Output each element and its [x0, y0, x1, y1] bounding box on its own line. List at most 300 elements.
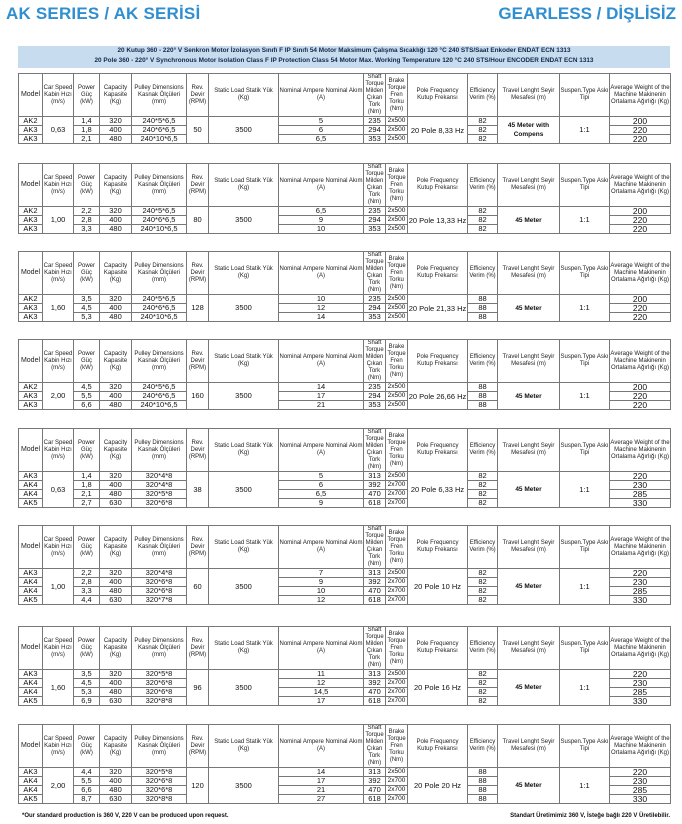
header-capacity: Capacity Kapasite (Kg) — [100, 340, 132, 383]
spec-line-tr: 20 Kutup 360 - 220° V Senkron Motor İzolasyon Sınıfı F IP Sınıfı 54 Motor Maksimum Çalışma Sıcaklığı 120 °C 240 STS/Saat Enkoder ENDAT ECN 1313 — [117, 47, 571, 54]
header-power: Power Güç (kW) — [74, 252, 100, 295]
cell-brake-torque: 2x700 — [386, 697, 408, 706]
cell-ampere: 9 — [279, 499, 364, 508]
cell-suspension: 1:1 — [560, 207, 610, 234]
header-brake: Brake Torque Fren Torku (Nm) — [386, 627, 408, 670]
cell-pulley: 320*6*8 — [132, 578, 187, 587]
header-speed: Car Speed Kabin Hızı (m/s) — [43, 627, 74, 670]
header-capacity: Capacity Kapasite (Kg) — [100, 164, 132, 207]
header-brake: Brake Torque Fren Torku (Nm) — [386, 252, 408, 295]
cell-power: 1,8 — [74, 481, 100, 490]
header-static: Static Load Statik Yük (Kg) — [209, 252, 279, 295]
table-row — [19, 207, 671, 216]
cell-capacity: 480 — [100, 688, 132, 697]
cell-ampere: 6,5 — [279, 135, 364, 144]
cell-weight: 220 — [610, 225, 671, 234]
cell-brake-torque: 2x700 — [386, 481, 408, 490]
cell-weight: 220 — [610, 135, 671, 144]
cell-shaft-torque: 618 — [364, 795, 386, 804]
cell-rev: 120 — [187, 768, 209, 804]
cell-model: AK3 — [19, 670, 43, 679]
cell-power: 6,6 — [74, 786, 100, 795]
header-travel: Travel Lenght Seyir Mesafesi (m) — [498, 340, 560, 383]
cell-weight: 330 — [610, 596, 671, 605]
cell-suspension: 1:1 — [560, 472, 610, 508]
cell-brake-torque: 2x700 — [386, 578, 408, 587]
header-rev: Rev. Devir (RPM) — [187, 164, 209, 207]
cell-efficiency: 82 — [468, 587, 498, 596]
cell-power: 5,5 — [74, 777, 100, 786]
header-static: Static Load Statik Yük (Kg) — [209, 429, 279, 472]
cell-travel: 45 Meter — [498, 472, 560, 508]
cell-shaft-torque: 470 — [364, 490, 386, 499]
cell-capacity: 480 — [100, 786, 132, 795]
cell-model: AK3 — [19, 304, 43, 313]
cell-pulley: 320*6*8 — [132, 777, 187, 786]
category-title: GEARLESS / DİŞLİSİZ — [498, 4, 676, 23]
cell-efficiency: 88 — [468, 786, 498, 795]
cell-pole-frequency: 20 Pole 20 Hz — [408, 768, 468, 804]
cell-shaft-torque: 235 — [364, 207, 386, 216]
cell-capacity: 320 — [100, 569, 132, 578]
cell-suspension: 1:1 — [560, 569, 610, 605]
cell-capacity: 480 — [100, 401, 132, 410]
cell-shaft-torque: 235 — [364, 295, 386, 304]
cell-weight: 285 — [610, 587, 671, 596]
cell-model: AK4 — [19, 481, 43, 490]
header-model: Model — [19, 627, 43, 670]
header-weight: Average Weight of the Machine Makinenin Ortalama Ağırlığı (Kg) — [610, 627, 671, 670]
header-pole: Pole Frequency Kutup Frekansı — [408, 252, 468, 295]
header-susp: Suspen.Type Askı Tipi — [560, 526, 610, 569]
cell-pulley: 240*5*6,5 — [132, 207, 187, 216]
cell-power: 5,3 — [74, 688, 100, 697]
cell-pulley: 320*4*8 — [132, 472, 187, 481]
cell-rev: 50 — [187, 117, 209, 144]
cell-capacity: 630 — [100, 499, 132, 508]
cell-weight: 220 — [610, 670, 671, 679]
header-model: Model — [19, 252, 43, 295]
cell-model: AK4 — [19, 578, 43, 587]
header-pole: Pole Frequency Kutup Frekansı — [408, 429, 468, 472]
cell-capacity: 400 — [100, 679, 132, 688]
cell-capacity: 320 — [100, 207, 132, 216]
cell-model: AK4 — [19, 688, 43, 697]
cell-weight: 285 — [610, 490, 671, 499]
cell-pulley: 320*6*8 — [132, 786, 187, 795]
cell-power: 4,5 — [74, 679, 100, 688]
cell-model: AK3 — [19, 313, 43, 322]
header-pulley: Pulley Dimensions Kasnak Ölçüleri (mm) — [132, 164, 187, 207]
cell-brake-torque: 2x500 — [386, 383, 408, 392]
cell-capacity: 320 — [100, 117, 132, 126]
cell-model: AK3 — [19, 401, 43, 410]
header-pulley: Pulley Dimensions Kasnak Ölçüleri (mm) — [132, 429, 187, 472]
cell-power: 2,1 — [74, 135, 100, 144]
table-row — [19, 472, 671, 481]
cell-ampere: 11 — [279, 670, 364, 679]
header-brake: Brake Torque Fren Torku (Nm) — [386, 340, 408, 383]
cell-ampere: 14 — [279, 383, 364, 392]
cell-weight: 230 — [610, 578, 671, 587]
header-weight: Average Weight of the Machine Makinenin Ortalama Ağırlığı (Kg) — [610, 340, 671, 383]
spec-table — [18, 724, 671, 804]
header-speed: Car Speed Kabin Hızı (m/s) — [43, 340, 74, 383]
cell-static: 3500 — [209, 295, 279, 322]
cell-pulley: 240*5*6,5 — [132, 295, 187, 304]
table-row — [19, 670, 671, 679]
cell-ampere: 17 — [279, 777, 364, 786]
cell-ampere: 6 — [279, 126, 364, 135]
header-capacity: Capacity Kapasite (Kg) — [100, 429, 132, 472]
cell-power: 3,3 — [74, 225, 100, 234]
cell-shaft-torque: 392 — [364, 481, 386, 490]
cell-weight: 200 — [610, 117, 671, 126]
cell-efficiency: 88 — [468, 777, 498, 786]
cell-suspension: 1:1 — [560, 295, 610, 322]
cell-travel: 45 Meter — [498, 207, 560, 234]
cell-brake-torque: 2x700 — [386, 587, 408, 596]
cell-power: 3,3 — [74, 587, 100, 596]
header-susp: Suspen.Type Askı Tipi — [560, 627, 610, 670]
cell-shaft-torque: 618 — [364, 697, 386, 706]
cell-model: AK5 — [19, 697, 43, 706]
header-travel: Travel Lenght Seyir Mesafesi (m) — [498, 74, 560, 117]
header-speed: Car Speed Kabin Hızı (m/s) — [43, 252, 74, 295]
header-pulley: Pulley Dimensions Kasnak Ölçüleri (mm) — [132, 725, 187, 768]
cell-efficiency: 82 — [468, 697, 498, 706]
header-rev: Rev. Devir (RPM) — [187, 526, 209, 569]
cell-shaft-torque: 235 — [364, 383, 386, 392]
cell-capacity: 400 — [100, 578, 132, 587]
header-power: Power Güç (kW) — [74, 340, 100, 383]
cell-model: AK3 — [19, 768, 43, 777]
cell-shaft-torque: 353 — [364, 225, 386, 234]
cell-pulley: 320*5*8 — [132, 490, 187, 499]
cell-brake-torque: 2x700 — [386, 795, 408, 804]
header-susp: Suspen.Type Askı Tipi — [560, 340, 610, 383]
header-static: Static Load Statik Yük (Kg) — [209, 526, 279, 569]
cell-brake-torque: 2x500 — [386, 768, 408, 777]
header-weight: Average Weight of the Machine Makinenin Ortalama Ağırlığı (Kg) — [610, 725, 671, 768]
cell-model: AK5 — [19, 499, 43, 508]
cell-weight: 220 — [610, 768, 671, 777]
cell-brake-torque: 2x500 — [386, 401, 408, 410]
cell-capacity: 480 — [100, 587, 132, 596]
header-speed: Car Speed Kabin Hızı (m/s) — [43, 429, 74, 472]
cell-weight: 330 — [610, 795, 671, 804]
header-eff: Efficiency Verim (%) — [468, 429, 498, 472]
cell-model: AK3 — [19, 126, 43, 135]
cell-weight: 220 — [610, 401, 671, 410]
cell-shaft-torque: 353 — [364, 313, 386, 322]
header-static: Static Load Statik Yük (Kg) — [209, 725, 279, 768]
cell-shaft-torque: 353 — [364, 135, 386, 144]
cell-speed: 1,00 — [43, 207, 74, 234]
cell-brake-torque: 2x700 — [386, 777, 408, 786]
cell-capacity: 630 — [100, 596, 132, 605]
footnote-tr: Standart Üretimimiz 360 V, İsteğe bağlı 220 V Üretilebilir. — [510, 813, 670, 819]
cell-speed: 1,60 — [43, 295, 74, 322]
cell-model: AK4 — [19, 786, 43, 795]
series-title: AK SERIES / AK SERİSİ — [6, 4, 201, 23]
header-brake: Brake Torque Fren Torku (Nm) — [386, 526, 408, 569]
cell-brake-torque: 2x500 — [386, 313, 408, 322]
cell-static: 3500 — [209, 670, 279, 706]
spec-table — [18, 525, 671, 605]
header-capacity: Capacity Kapasite (Kg) — [100, 74, 132, 117]
cell-brake-torque: 2x500 — [386, 126, 408, 135]
cell-rev: 128 — [187, 295, 209, 322]
spec-table — [18, 73, 671, 144]
header-eff: Efficiency Verim (%) — [468, 164, 498, 207]
cell-brake-torque: 2x500 — [386, 216, 408, 225]
cell-rev: 38 — [187, 472, 209, 508]
cell-efficiency: 88 — [468, 401, 498, 410]
cell-model: AK2 — [19, 295, 43, 304]
header-capacity: Capacity Kapasite (Kg) — [100, 627, 132, 670]
cell-suspension: 1:1 — [560, 768, 610, 804]
header-pole: Pole Frequency Kutup Frekansı — [408, 164, 468, 207]
cell-pulley: 320*4*8 — [132, 481, 187, 490]
cell-efficiency: 82 — [468, 472, 498, 481]
header-weight: Average Weight of the Machine Makinenin Ortalama Ağırlığı (Kg) — [610, 74, 671, 117]
cell-speed: 0,63 — [43, 472, 74, 508]
cell-pulley: 320*8*8 — [132, 697, 187, 706]
table-row — [19, 117, 671, 126]
header-travel: Travel Lenght Seyir Mesafesi (m) — [498, 429, 560, 472]
cell-rev: 80 — [187, 207, 209, 234]
cell-brake-torque: 2x500 — [386, 117, 408, 126]
cell-pole-frequency: 20 Pole 13,33 Hz — [408, 207, 468, 234]
cell-power: 2,8 — [74, 578, 100, 587]
header-capacity: Capacity Kapasite (Kg) — [100, 526, 132, 569]
cell-shaft-torque: 235 — [364, 117, 386, 126]
cell-ampere: 21 — [279, 786, 364, 795]
cell-capacity: 480 — [100, 490, 132, 499]
header-capacity: Capacity Kapasite (Kg) — [100, 252, 132, 295]
cell-pulley: 240*5*6,5 — [132, 117, 187, 126]
header-rev: Rev. Devir (RPM) — [187, 725, 209, 768]
header-speed: Car Speed Kabin Hızı (m/s) — [43, 725, 74, 768]
header-ampere: Nominal Ampere Nominal Akım (A) — [279, 74, 364, 117]
cell-power: 6,6 — [74, 401, 100, 410]
cell-shaft-torque: 313 — [364, 472, 386, 481]
table-row — [19, 383, 671, 392]
cell-power: 6,9 — [74, 697, 100, 706]
cell-power: 4,4 — [74, 768, 100, 777]
cell-efficiency: 82 — [468, 481, 498, 490]
cell-capacity: 320 — [100, 670, 132, 679]
cell-efficiency: 82 — [468, 596, 498, 605]
cell-brake-torque: 2x700 — [386, 786, 408, 795]
cell-ampere: 6,5 — [279, 490, 364, 499]
cell-speed: 1,00 — [43, 569, 74, 605]
header-power: Power Güç (kW) — [74, 725, 100, 768]
cell-pulley: 320*7*8 — [132, 596, 187, 605]
cell-ampere: 6,5 — [279, 207, 364, 216]
header-pole: Pole Frequency Kutup Frekansı — [408, 627, 468, 670]
cell-capacity: 400 — [100, 777, 132, 786]
cell-travel: 45 Meter — [498, 670, 560, 706]
cell-capacity: 480 — [100, 313, 132, 322]
cell-shaft-torque: 294 — [364, 304, 386, 313]
cell-brake-torque: 2x500 — [386, 392, 408, 401]
cell-power: 2,1 — [74, 490, 100, 499]
cell-travel: 45 Meter with Compens — [498, 117, 560, 144]
cell-capacity: 320 — [100, 295, 132, 304]
header-pole: Pole Frequency Kutup Frekansı — [408, 725, 468, 768]
cell-ampere: 21 — [279, 401, 364, 410]
cell-efficiency: 88 — [468, 383, 498, 392]
cell-pulley: 320*6*8 — [132, 499, 187, 508]
cell-rev: 60 — [187, 569, 209, 605]
cell-capacity: 320 — [100, 383, 132, 392]
cell-efficiency: 82 — [468, 569, 498, 578]
cell-power: 4,4 — [74, 596, 100, 605]
header-shaft: Shaft Torque Milden Çıkan Tork (Nm) — [365, 74, 384, 115]
header-capacity: Capacity Kapasite (Kg) — [100, 725, 132, 768]
cell-power: 2,8 — [74, 216, 100, 225]
header-rev: Rev. Devir (RPM) — [187, 429, 209, 472]
cell-pulley: 320*6*8 — [132, 587, 187, 596]
spec-line-en: 20 Pole 360 - 220° V Synchronous Motor Isolation Class F IP Protection Class 54 Motor Max. Working Temperature 120 °C 240 STS/Hour ENCODER ENDAT ECN 1313 — [94, 57, 594, 64]
cell-model: AK4 — [19, 490, 43, 499]
cell-capacity: 630 — [100, 697, 132, 706]
header-static: Static Load Statik Yük (Kg) — [209, 164, 279, 207]
cell-rev: 96 — [187, 670, 209, 706]
cell-weight: 220 — [610, 313, 671, 322]
header-shaft: Shaft Torque Milden Çıkan Tork (Nm) — [365, 725, 384, 766]
cell-power: 4,5 — [74, 383, 100, 392]
header-susp: Suspen.Type Askı Tipi — [560, 252, 610, 295]
table-row — [19, 569, 671, 578]
header-shaft: Shaft Torque Milden Çıkan Tork (Nm) — [365, 340, 384, 381]
header-model: Model — [19, 725, 43, 768]
header-shaft: Shaft Torque Milden Çıkan Tork (Nm) — [365, 526, 384, 567]
header-eff: Efficiency Verim (%) — [468, 627, 498, 670]
cell-power: 5,3 — [74, 313, 100, 322]
header-ampere: Nominal Ampere Nominal Akım (A) — [279, 164, 364, 207]
cell-pole-frequency: 20 Pole 21,33 Hz — [408, 295, 468, 322]
cell-pole-frequency: 20 Pole 26,66 Hz — [408, 383, 468, 410]
cell-pulley: 320*5*8 — [132, 768, 187, 777]
cell-shaft-torque: 313 — [364, 569, 386, 578]
cell-weight: 230 — [610, 777, 671, 786]
header-ampere: Nominal Ampere Nominal Akım (A) — [279, 526, 364, 569]
header-power: Power Güç (kW) — [74, 429, 100, 472]
footnote-en: *Our standard production is 360 V, 220 V can be produced upon request. — [22, 813, 229, 819]
cell-shaft-torque: 392 — [364, 578, 386, 587]
cell-ampere: 5 — [279, 472, 364, 481]
header-pole: Pole Frequency Kutup Frekansı — [408, 74, 468, 117]
header-model: Model — [19, 340, 43, 383]
cell-rev: 160 — [187, 383, 209, 410]
cell-model: AK4 — [19, 587, 43, 596]
cell-efficiency: 82 — [468, 679, 498, 688]
cell-weight: 330 — [610, 499, 671, 508]
header-static: Static Load Statik Yük (Kg) — [209, 74, 279, 117]
cell-pulley: 320*6*8 — [132, 679, 187, 688]
cell-weight: 200 — [610, 383, 671, 392]
header-pulley: Pulley Dimensions Kasnak Ölçüleri (mm) — [132, 526, 187, 569]
header-power: Power Güç (kW) — [74, 526, 100, 569]
cell-model: AK3 — [19, 216, 43, 225]
header-brake: Brake Torque Fren Torku (Nm) — [386, 74, 408, 117]
cell-weight: 220 — [610, 304, 671, 313]
header-shaft: Shaft Torque Milden Çıkan Tork (Nm) — [365, 627, 384, 668]
cell-ampere: 17 — [279, 697, 364, 706]
cell-brake-torque: 2x500 — [386, 225, 408, 234]
cell-shaft-torque: 294 — [364, 126, 386, 135]
cell-model: AK3 — [19, 225, 43, 234]
cell-pulley: 240*5*6,5 — [132, 383, 187, 392]
cell-ampere: 12 — [279, 304, 364, 313]
cell-efficiency: 82 — [468, 670, 498, 679]
cell-pulley: 320*5*8 — [132, 670, 187, 679]
cell-efficiency: 88 — [468, 295, 498, 304]
cell-weight: 220 — [610, 569, 671, 578]
cell-ampere: 6 — [279, 481, 364, 490]
header-power: Power Güç (kW) — [74, 164, 100, 207]
cell-capacity: 480 — [100, 135, 132, 144]
header-model: Model — [19, 429, 43, 472]
cell-power: 2,7 — [74, 499, 100, 508]
spec-table — [18, 163, 671, 234]
cell-travel: 45 Meter — [498, 383, 560, 410]
cell-capacity: 400 — [100, 304, 132, 313]
header-speed: Car Speed Kabin Hızı (m/s) — [43, 164, 74, 207]
cell-pulley: 240*10*6,5 — [132, 313, 187, 322]
cell-model: AK3 — [19, 392, 43, 401]
header-rev: Rev. Devir (RPM) — [187, 340, 209, 383]
header-shaft: Shaft Torque Milden Çıkan Tork (Nm) — [365, 252, 384, 293]
cell-ampere: 27 — [279, 795, 364, 804]
cell-brake-torque: 2x700 — [386, 499, 408, 508]
cell-capacity: 320 — [100, 768, 132, 777]
header-power: Power Güç (kW) — [74, 74, 100, 117]
header-speed: Car Speed Kabin Hızı (m/s) — [43, 526, 74, 569]
cell-model: AK5 — [19, 596, 43, 605]
spec-table — [18, 339, 671, 410]
cell-power: 4,5 — [74, 304, 100, 313]
cell-ampere: 14 — [279, 768, 364, 777]
header-eff: Efficiency Verim (%) — [468, 252, 498, 295]
header-eff: Efficiency Verim (%) — [468, 340, 498, 383]
header-static: Static Load Statik Yük (Kg) — [209, 340, 279, 383]
cell-static: 3500 — [209, 569, 279, 605]
cell-shaft-torque: 470 — [364, 786, 386, 795]
cell-shaft-torque: 618 — [364, 596, 386, 605]
header-weight: Average Weight of the Machine Makinenin Ortalama Ağırlığı (Kg) — [610, 252, 671, 295]
header-travel: Travel Lenght Seyir Mesafesi (m) — [498, 725, 560, 768]
header-travel: Travel Lenght Seyir Mesafesi (m) — [498, 164, 560, 207]
cell-suspension: 1:1 — [560, 117, 610, 144]
cell-pole-frequency: 20 Pole 10 Hz — [408, 569, 468, 605]
cell-shaft-torque: 618 — [364, 499, 386, 508]
table-row — [19, 768, 671, 777]
cell-weight: 220 — [610, 472, 671, 481]
cell-speed: 0,63 — [43, 117, 74, 144]
cell-speed: 2,00 — [43, 383, 74, 410]
cell-ampere: 10 — [279, 225, 364, 234]
cell-brake-torque: 2x500 — [386, 207, 408, 216]
cell-capacity: 480 — [100, 225, 132, 234]
header-model: Model — [19, 164, 43, 207]
cell-capacity: 400 — [100, 216, 132, 225]
header-travel: Travel Lenght Seyir Mesafesi (m) — [498, 627, 560, 670]
cell-capacity: 630 — [100, 795, 132, 804]
